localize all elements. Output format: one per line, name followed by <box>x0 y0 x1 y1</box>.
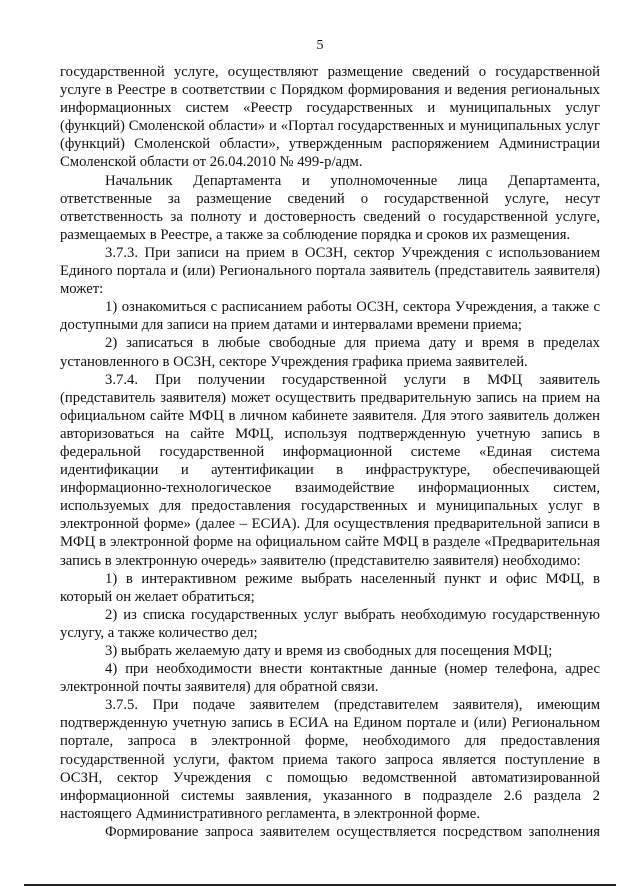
paragraph-registry-placement: государственной услуге, осуществляют размещение сведений о государственной услуге в Реестре в соответствии с Порядком формирования и ведения региональных информационных систем «Реестр государственных и муниципальных услуг (функций) Смоленской области» и «Портал государственных и муниципальных услуг (функций) Смоленской области», утвержденным распоряжением Администрации Смоленской области от 26.04.2010 № 499-р/адм. <box>60 64 600 171</box>
list-item-3-7-3-2: 2) записаться в любые свободные для приема дату и время в пределах установленного в ОСЗН, секторе Учреждения графика приема заявителей. <box>60 335 600 370</box>
paragraph-3-7-3: 3.7.3. При записи на прием в ОСЗН, сектор Учреждения с использованием Единого портала и (или) Регионального портала заявитель (представитель заявителя) может: <box>60 244 600 298</box>
paragraph-3-7-4: 3.7.4. При получении государственной услуги в МФЦ заявитель (представитель заявителя) может осуществить предварительную запись на прием на официальном сайте МФЦ в личном кабинете заявителя. Для этого заявитель должен авторизоваться на сайте МФЦ, используя подтвержденную учетную запись в федеральной государственной информационной системе «Единая система идентификации и аутентификации в инфраструктуре, обеспечивающей информационно-технологическое взаимодействие информационных систем, используемых для предоставления государственных и муниципальных услуг в электронной форме» (далее – ЕСИА). Для осуществления предварительной записи в МФЦ в электронной форме на официальном сайте МФЦ в разделе «Предварительная запись в электронную очередь» заявителю (представителю заявителя) необходимо: <box>60 371 600 569</box>
paragraph-3-7-5: 3.7.5. При подаче заявителем (представителем заявителя), имеющим подтвержденную учетную запись в ЕСИА на Едином портале и (или) Региональном портале, запроса в электронной форме, необходимого для предоставления государственной услуги, фактом приема такого запроса является поступление в ОСЗН, сектор Учреждения с помощью ведомственной автоматизированной информационной системы заявления, указанного в подразделе 2.6 раздела 2 настоящего Административного регламента, в электронной форме. <box>60 697 600 822</box>
page-number: 5 <box>316 38 324 53</box>
list-item-3-7-4-4: 4) при необходимости внести контактные данные (номер телефона, адрес электронной почты заявителя) для обратной связи. <box>60 661 600 696</box>
list-item-3-7-4-3: 3) выбрать желаемую дату и время из свободных для посещения МФЦ; <box>105 643 553 659</box>
list-item-3-7-3-1: 1) ознакомиться с расписанием работы ОСЗН, сектора Учреждения, а также с доступными для записи на прием датами и интервалами времени приема; <box>60 299 600 334</box>
document-body <box>60 63 600 841</box>
list-item-3-7-4-1: 1) в интерактивном режиме выбрать населенный пункт и офис МФЦ, в который он желает обратиться; <box>60 570 600 605</box>
paragraph-responsibility: Начальник Департамента и уполномоченные лица Департамента, ответственные за размещение сведений о государственной услуге, несут ответственность за полноту и достоверность сведений о государственной услуге, размещаемых в Реестре, а также за соблюдение порядка и сроков их размещения. <box>60 172 600 243</box>
bottom-divider <box>24 884 616 886</box>
list-item-3-7-4-2: 2) из списка государственных услуг выбрать необходимую государственную услугу, а также количество дел; <box>60 606 600 641</box>
paragraph-request-forming: Формирование запроса заявителем осуществляется посредством заполнения <box>105 823 600 840</box>
